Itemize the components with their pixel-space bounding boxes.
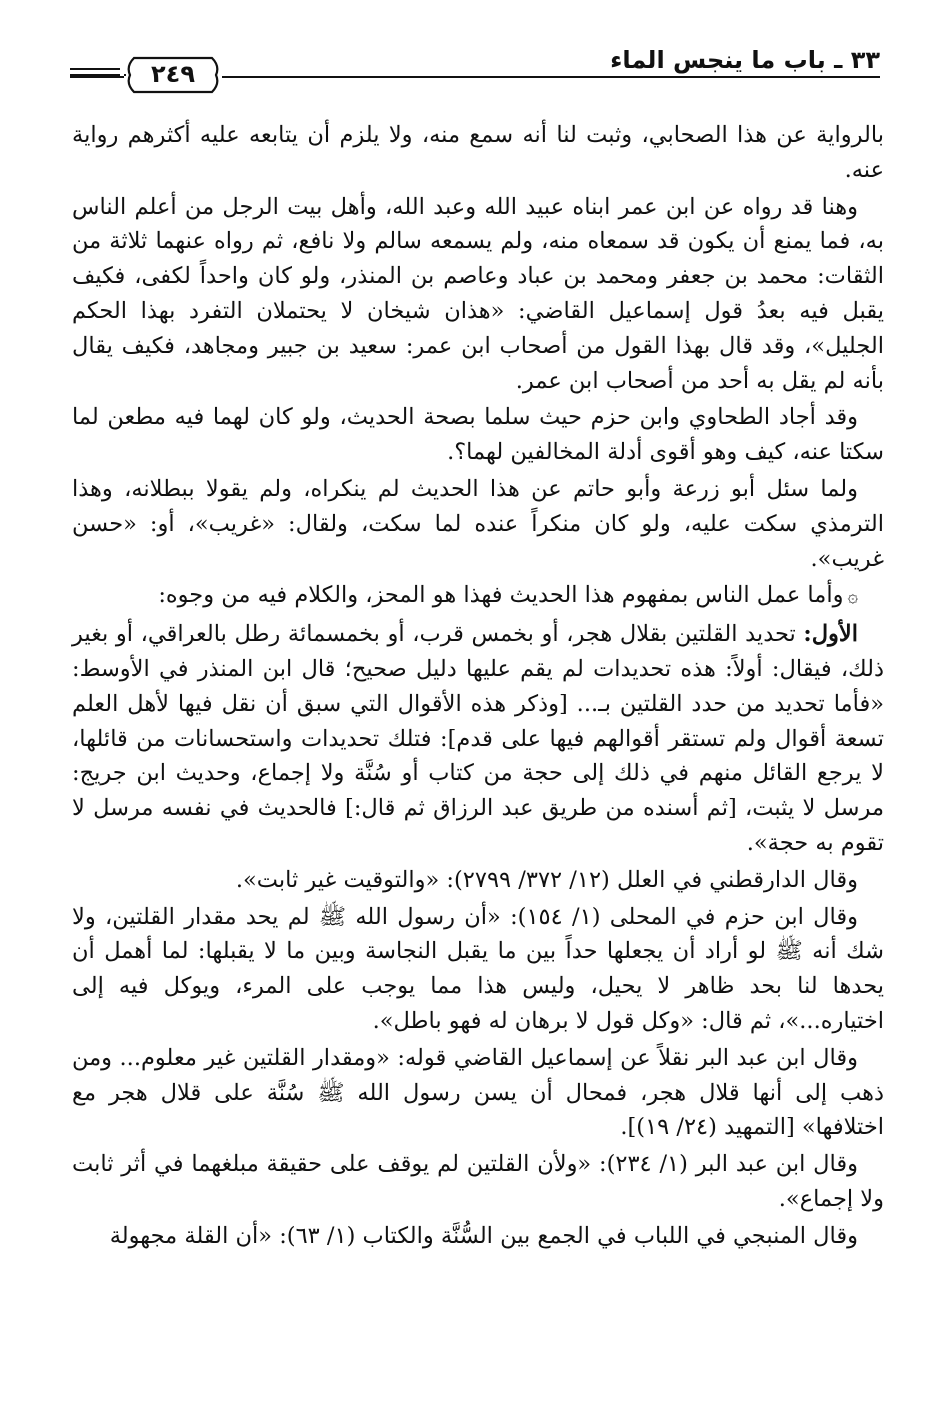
header-ornament-lines <box>70 68 120 82</box>
page-number-frame <box>124 54 222 96</box>
paragraph-11: وقال المنبجي في اللباب في الجمع بين السُّنَّة والكتاب (١/ ٦٣): «أن القلة مجهولة <box>109 1222 858 1249</box>
paragraph-6-text: تحديد القلتين بقلال هجر، أو بخمس قرب، أو بخمسمائة رطل بالعراقي، أو بغير ذلك، فيقال: أولاً: هذه تحديدات لم يقم عليها دليل صحيح؛ قال ابن المنذر في الأوسط: «فأما تحديد من حدد القلتين بـ... [وذكر هذه الأقوال التي سبق أن نقل فيها لأهل العلم تسعة أقوال ولم تستقر أقوالهم فيها على قدم]: فتلك تحديدات واستحسانات من قائلها، لا يرجع القائل منهم في ذلك إلى حجة من كتاب أو سُنَّة ولا إجماع، وحديث ابن جريج: مرسل لا يثبت، [ثم أسنده من طريق عبد الرزاق ثم قال:] فالحديث في نفسه مرسل لا تقوم به حجة». <box>72 621 884 856</box>
paragraph-6 <box>72 617 884 861</box>
paragraph-10: وقال ابن عبد البر (١/ ٢٣٤): «ولأن القلتين لم يوقف على حقيقة مبلغهما في أثر ثابت ولا إجماع». <box>72 1151 884 1212</box>
section-mark-icon: ۞ <box>847 586 858 608</box>
paragraph-5 <box>72 578 884 615</box>
paragraph-2: وهنا قد رواه عن ابن عمر ابناه عبيد الله وعبد الله، وأهل بيت الرجل من أعلم الناس به، فما يمنع أن يكون قد سمعاه منه، ولم يسمعه سالم ولا نافع، ثم رواه عنهما ثلاثة من الثقات: محمد بن جعفر ومحمد بن عباد وعاصم بن المنذر، ولو كان واحداً لكفى، فكيف يقبل فيه بعدُ قول إسماعيل القاضي: «هذان شيخان لا يحتملان التفرد بهذا الحكم الجليل»، وقد قال بهذا القول من أصحاب ابن عمر: سعيد بن جبير ومجاهد، فكيف يقال بأنه لم يقل به أحد من أصحاب ابن عمر. <box>72 193 884 394</box>
paragraph-1: بالرواية عن هذا الصحابي، وثبت لنا أنه سمع منه، ولا يلزم أن يتابعه عليه أكثرهم رواية عنه. <box>72 122 884 183</box>
paragraph-8: وقال ابن حزم في المحلى (١/ ١٥٤): «أن رسول الله ﷺ لم يحد مقدار القلتين، ولا شك أنه ﷺ لو أراد أن يجعلها حداً بين ما يقبل النجاسة وبين ما لا يقبلها: لما أهمل أن يحدها لنا بحد ظاهر لا يحيل، وليس هذا مما يوجب على المرء، ويوكل فيه إلى اختياره...»، ثم قال: «وكل قول لا برهان له فهو باطل». <box>72 903 884 1034</box>
page-header <box>70 40 880 96</box>
paragraph-9: وقال ابن عبد البر نقلاً عن إسماعيل القاضي قوله: «ومقدار القلتين غير معلوم... ومن ذهب إلى أنها قلال هجر، فمحال أن يسن رسول الله ﷺ سُنَّة على قلال هجر مع اختلافها» [التمهيد (٢٤/ ١٩)]. <box>72 1044 884 1141</box>
paragraph-7: وقال الدارقطني في العلل (١٢/ ٣٧٢/ ٢٧٩٩): «والتوقيت غير ثابت». <box>235 866 858 893</box>
chapter-title: ٣٣ ـ باب ما ينجس الماء <box>610 46 880 74</box>
body-text <box>72 118 884 1256</box>
paragraph-3: وقد أجاد الطحاوي وابن حزم حيث سلما بصحة الحديث، ولو كان لهما فيه مطعن لما سكتا عنه، كيف وهو أقوى أدلة المخالفين لهما؟. <box>72 404 884 466</box>
paragraph-4: ولما سئل أبو زرعة وأبو حاتم عن هذا الحديث لم ينكراه، ولم يقولا ببطلانه، وهذا الترمذي سكت عليه، ولو كان منكراً عنده لما سكت، ولقال: «غريب»، أو: «حسن غريب». <box>72 475 884 572</box>
paragraph-5-text: وأما عمل الناس بمفهوم هذا الحديث فهذا هو المحز، والكلام فيه من وجوه: <box>158 582 844 609</box>
page-number: ٢٤٩ <box>151 60 195 88</box>
paragraph-6-lead: الأول: <box>803 621 858 648</box>
